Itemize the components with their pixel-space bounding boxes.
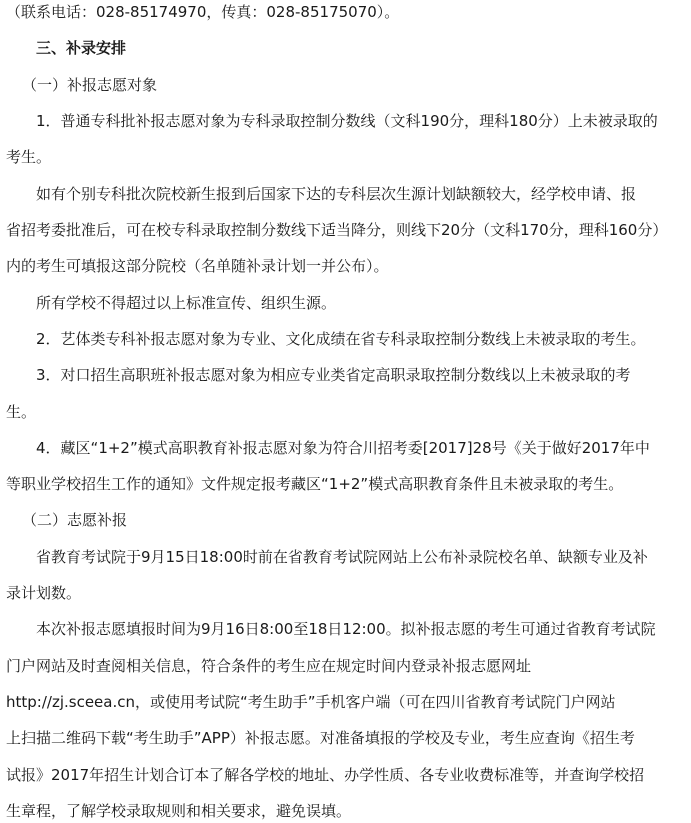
paragraph-line: 1．普通专科批补报志愿对象为专科录取控制分数线（文科190分，理科180分）上未被录取的	[36, 112, 658, 130]
paragraph-line: 上扫描二维码下载“考生助手”APP）补报志愿。对准备填报的学校及专业，考生应查询《招生考	[6, 729, 635, 747]
paragraph-line: 生。	[6, 403, 37, 421]
paragraph-line: 4．藏区“1+2”模式高职教育补报志愿对象为符合川招考委[2017]28号《关于做好2017年中	[36, 439, 650, 457]
contact-info-line: （联系电话：028-85174970，传真：028-85175070）。	[6, 3, 400, 21]
paragraph-line: 内的考生可填报这部分院校（名单随补录计划一并公布）。	[6, 257, 389, 275]
paragraph-line: 如有个别专科批次院校新生报到后国家下达的专科层次生源计划缺额较大，经学校申请、报	[36, 185, 637, 203]
paragraph-line: 2．艺体类专科补报志愿对象为专业、文化成绩在省专科录取控制分数线上未被录取的考生。	[36, 330, 646, 348]
paragraph-line: 生章程，了解学校录取规则和相关要求，避免误填。	[6, 802, 352, 820]
paragraph-line: 等职业学校招生工作的通知》文件规定报考藏区“1+2”模式高职教育条件且未被录取的考生。	[6, 475, 624, 493]
paragraph-line: 省招考委批准后，可在校专科录取控制分数线下适当降分，则线下20分（文科170分，理科160分）	[6, 221, 668, 239]
section-heading-supplementary: 三、补录安排	[36, 39, 127, 57]
paragraph-line: 所有学校不得超过以上标准宣传、组织生源。	[36, 294, 337, 312]
subsection-heading-application: （二）志愿补报	[22, 511, 128, 529]
paragraph-line: 门户网站及时查阅相关信息，符合条件的考生应在规定时间内登录补报志愿网址	[6, 657, 532, 675]
paragraph-line: 本次补报志愿填报时间为9月16日8:00至18日12:00。拟补报志愿的考生可通过省教育考试院	[36, 620, 656, 638]
paragraph-line: 省教育考试院于9月15日18:00时前在省教育考试院网站上公布补录院校名单、缺额专业及补	[36, 548, 648, 566]
paragraph-line-with-url: http://zj.sceea.cn，或使用考试院“考生助手”手机客户端（可在四川省教育考试院门户网站	[6, 693, 616, 711]
paragraph-line: 3．对口招生高职班补报志愿对象为相应专业类省定高职录取控制分数线以上未被录取的考	[36, 366, 631, 384]
paragraph-line: 试报》2017年招生计划合订本了解各学校的地址、办学性质、各专业收费标准等，并查询学校招	[6, 766, 645, 784]
paragraph-line: 考生。	[6, 148, 52, 166]
subsection-heading-targets: （一）补报志愿对象	[22, 76, 158, 94]
paragraph-line: 录计划数。	[6, 584, 82, 602]
